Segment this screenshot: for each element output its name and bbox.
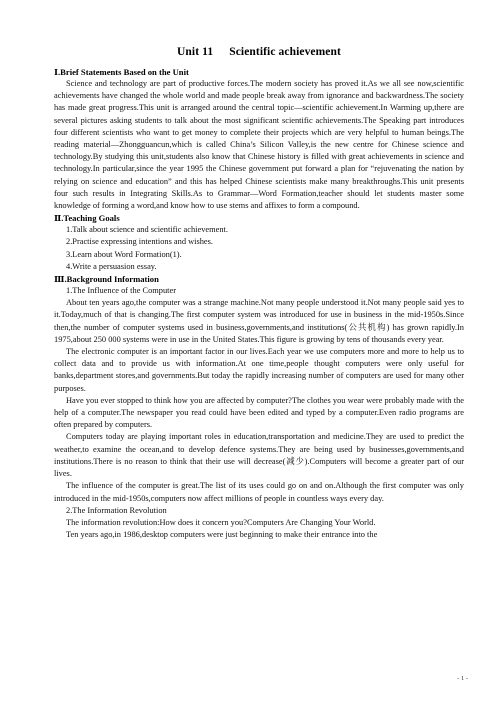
goal-item: 4.Write a persuasion essay. bbox=[66, 261, 157, 271]
unit-topic: Scientific achievement bbox=[229, 46, 341, 58]
goal-item: 3.Learn about Word Formation(1). bbox=[66, 249, 182, 259]
paragraph-background: Computers today are playing important roles in education,transportation and medicine.They are used to predict the weather,to examine the ocean,and to develop defence systems.They are being used by businesses,governments,and institutions.There is no reason to think that their use will decrease(减少).Computers will become a greater part of our lives. bbox=[54, 432, 464, 479]
section-heading-brief-statements: Ⅰ.Brief Statements Based on the Unit bbox=[54, 67, 189, 77]
page-title bbox=[54, 46, 464, 58]
paragraph-information-revolution: The information revolution:How does it concern you?Computers Are Changing Your World. bbox=[66, 517, 376, 527]
subheading-computer-influence: 1.The Influence of the Computer bbox=[66, 286, 176, 296]
paragraph-background: Have you ever stopped to think how you are affected by computer?The clothes you wear were probably made with the help of a computer.The newspaper you read could have been edited and typed by a computer.Even radio programs are often prepared by computers. bbox=[54, 395, 464, 430]
section-heading-background: Ⅲ.Background Information bbox=[54, 274, 159, 285]
paragraph-background: The influence of the computer is great.The list of its uses could go on and on.Although the first computer was only introduced in the mid-1950s,computers now affect millions of people in countless ways every day. bbox=[54, 481, 464, 503]
paragraph-information-revolution: Ten years ago,in 1986,desktop computers were just beginning to make their entrance into the bbox=[66, 530, 378, 540]
unit-label: Unit 11 bbox=[177, 46, 214, 58]
paragraph-background: The electronic computer is an important factor in our lives.Each year we use computers more and more to help us to collect data and to provide us with information.At one time,people thought computers were only useful for banks,department stores,and governments.But today the rapidly increasing number of computers are used for many other purposes. bbox=[54, 347, 464, 393]
paragraph-brief-statements: Science and technology are part of productive forces.The modern society has proved it.As we all see now,scientific achievements have changed the whole world and made people break away from ignorance and backwardness.The society has made great progress.This unit is arranged around the central topic—scientific achievement.In Warming up,there are several pictures asking students to talk about the most significant scientific achievements.The Speaking part introduces four different scientists who want to get money to complete their projects which are very helpful to human beings.The reading material—Zhongguancun,which is called China’s Silicon Valley,is the new centre for Chinese science and technology.By studying this unit,students also know that Chinese history is filled with great achievements in science and technology.In particular,since the year 1995 the Chinese government put forward a plan for “rejuvenating the nation by relying on science and education” and this has helped Chinese scientists make many breakthroughs.This unit presents four such results in Integrating Skills.As to Grammar—Word Formation,teacher should let students master some knowledge of forming a word,and know how to use stems and affixes to form a compound. bbox=[54, 79, 464, 211]
paragraph-background: About ten years ago,the computer was a strange machine.Not many people understood it.Not many people said yes to it.Today,much of that is changing.The first computer system was introduced for use in business in the mid-1950s.Since then,the number of computer systems used in business,governments,and institutions(公共机构) has grown rapidly.In 1975,about 250 000 systems were in use in the United States.This figure is growing by tens of thousands every year. bbox=[54, 298, 464, 344]
page-number: - 1 - bbox=[457, 675, 468, 682]
subheading-information-revolution: 2.The Information Revolution bbox=[66, 505, 167, 515]
goal-item: 1.Talk about science and scientific achievement. bbox=[66, 225, 228, 235]
goal-item: 2.Practise expressing intentions and wishes. bbox=[66, 237, 214, 247]
section-heading-teaching-goals: Ⅱ.Teaching Goals bbox=[54, 213, 120, 224]
